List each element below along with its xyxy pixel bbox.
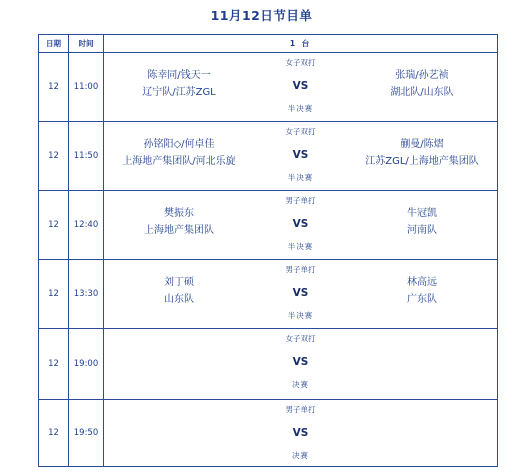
table-header-row [39,35,498,53]
round-label: 决赛 [292,380,309,389]
left-players: 刘丁硕 [164,277,194,288]
match-date: 12 [39,122,69,191]
match-time: 13:30 [69,260,104,329]
left-side [104,136,254,170]
left-players: 陈幸同/钱天一 [147,70,211,81]
right-players: 张瑞/孙艺祯 [395,70,449,81]
match-cell [104,400,498,467]
right-players: 蒯曼/陈熠 [400,139,444,150]
match-cell [104,53,498,122]
table-row [39,122,498,191]
vs-label: VS [292,287,309,299]
match-time: 11:50 [69,122,104,191]
event-label: 男子单打 [285,405,316,414]
match-date: 12 [39,400,69,467]
match-time: 11:00 [69,53,104,122]
match-date: 12 [39,329,69,400]
round-label: 半决赛 [287,242,314,251]
round-label: 半决赛 [287,173,314,182]
left-team: 山东队 [164,294,194,305]
table-row [39,400,498,467]
left-team: 上海地产集团队 [144,225,214,236]
right-players: 牛冠凯 [407,208,437,219]
event-label: 女子双打 [285,334,316,343]
match-time: 19:50 [69,400,104,467]
vs-label: VS [292,427,309,439]
round-label: 半决赛 [287,104,314,113]
match-time: 12:40 [69,191,104,260]
match-cell [104,260,498,329]
time-column-header: 时间 [69,35,104,53]
right-team: 广东队 [407,294,437,305]
event-label: 男子单打 [285,196,316,205]
left-side [104,274,254,308]
left-side [104,205,254,239]
match-time: 19:00 [69,329,104,400]
table-row [39,53,498,122]
court-column-header: 1 台 [104,35,498,53]
left-players: 孙铭阳◇/何卓佳 [143,139,215,150]
schedule-table [38,34,498,467]
match-date: 12 [39,191,69,260]
right-team: 江苏ZGL/上海地产集团队 [365,156,479,167]
vs-label: VS [292,356,309,368]
round-label: 决赛 [292,451,309,460]
event-label: 女子双打 [285,127,316,136]
right-side [347,67,497,101]
right-side [347,205,497,239]
left-side [104,67,254,101]
table-row [39,329,498,400]
match-cell [104,191,498,260]
match-cell [104,122,498,191]
right-team: 湖北队/山东队 [390,87,454,98]
left-team: 辽宁队/江苏ZGL [142,87,216,98]
right-team: 河南队 [407,225,437,236]
right-players: 林高远 [407,277,437,288]
event-label: 女子双打 [285,58,316,67]
table-row [39,260,498,329]
match-date: 12 [39,53,69,122]
round-label: 半决赛 [287,311,314,320]
vs-label: VS [292,80,309,92]
date-column-header: 日期 [39,35,69,53]
event-label: 男子单打 [285,265,316,274]
vs-label: VS [292,149,309,161]
match-cell [104,329,498,400]
page-title: 11月12日节目单 [210,8,313,23]
vs-label: VS [292,218,309,230]
right-side [347,274,497,308]
left-team: 上海地产集团队/河北乐旋 [122,156,236,167]
match-date: 12 [39,260,69,329]
table-row [39,191,498,260]
left-players: 樊振东 [164,208,194,219]
right-side [347,136,497,170]
